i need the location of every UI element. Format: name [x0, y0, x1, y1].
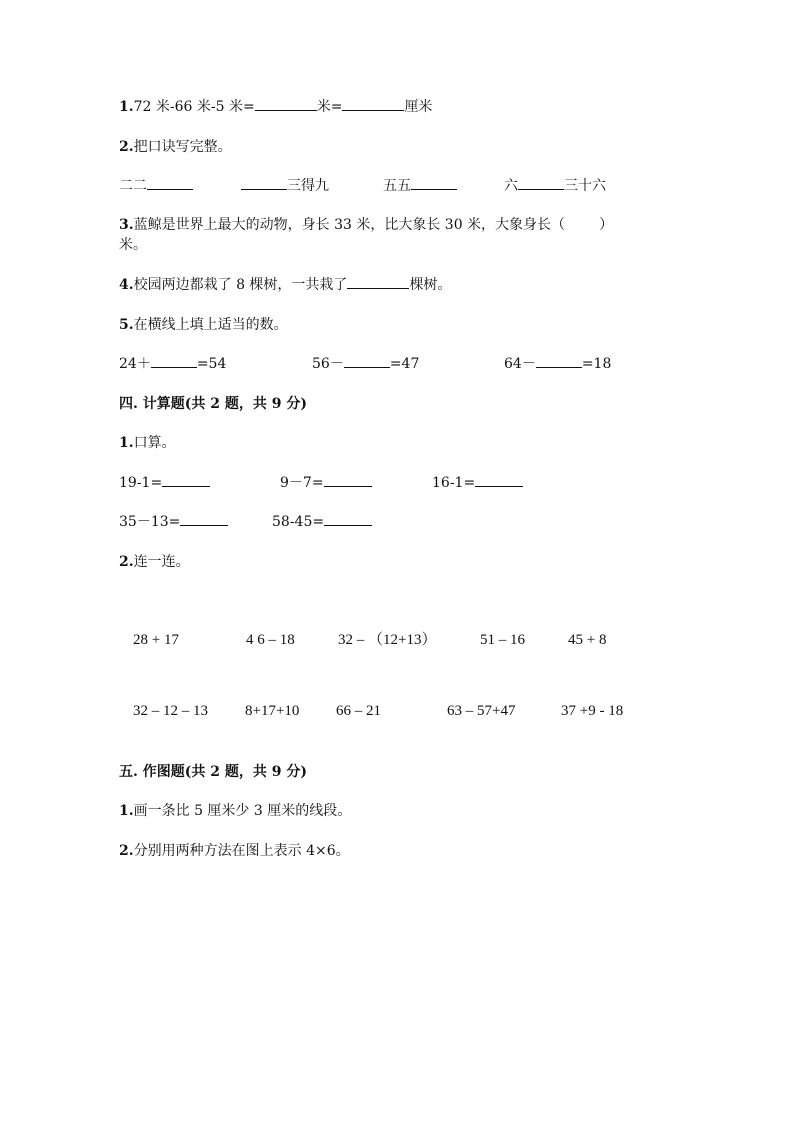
times-table-item: [241, 177, 329, 195]
times-table-item: [119, 177, 193, 195]
item-text: 三得九: [287, 178, 329, 194]
expr-text: 35－13=: [119, 514, 181, 530]
item-text: 三十六: [564, 178, 606, 194]
match-expression-bottom[interactable]: 63 – 57+47: [447, 703, 516, 719]
item-text: 六: [504, 178, 518, 194]
question-number: 2.: [119, 843, 134, 859]
question-3-3: [119, 216, 613, 234]
mental-math-item: [119, 474, 210, 492]
question-3-4: [119, 276, 451, 294]
question-text: 棵树。: [409, 277, 452, 293]
answer-blank[interactable]: [324, 474, 372, 487]
mental-math-item: [272, 513, 372, 531]
question-3-5: [119, 316, 288, 334]
answer-blank[interactable]: [344, 355, 390, 368]
unit-text: 米=: [316, 99, 343, 115]
unit-text: 厘米: [404, 99, 433, 115]
question-text: 把口诀写完整。: [133, 139, 232, 155]
answer-blank[interactable]: [324, 513, 372, 526]
answer-blank[interactable]: [241, 177, 287, 190]
match-expression-top[interactable]: 28 + 17: [133, 632, 179, 648]
mental-math-item: [119, 513, 228, 531]
question-4-2: [119, 553, 190, 571]
answer-blank[interactable]: [151, 355, 197, 368]
question-number: 1.: [119, 803, 134, 819]
item-text: 五五: [383, 178, 411, 194]
section-title-drawing: 五. 作图题(共 2 题，共 9 分): [119, 764, 307, 780]
match-expression-top[interactable]: 32 – （12+13）: [338, 632, 437, 648]
expr-text: 64－: [504, 356, 536, 372]
question-number: 4.: [119, 277, 134, 293]
question-number: 2.: [119, 139, 134, 155]
item-text: 二二: [119, 178, 147, 194]
question-text: 口算。: [133, 435, 176, 451]
answer-blank[interactable]: [147, 177, 193, 190]
expr-text: =47: [389, 356, 420, 372]
match-expression-bottom[interactable]: 37 +9 - 18: [561, 703, 624, 719]
answer-blank[interactable]: [536, 355, 582, 368]
fill-number-item: [504, 355, 611, 373]
expr-text: 16-1=: [432, 475, 476, 491]
answer-blank[interactable]: [347, 276, 409, 289]
question-text: 校园两边都栽了 8 棵树，一共栽了: [133, 277, 348, 293]
answer-blank[interactable]: [180, 513, 228, 526]
fill-number-item: [312, 355, 419, 373]
answer-blank[interactable]: [162, 474, 210, 487]
question-3-1: [119, 98, 432, 116]
times-table-item: [504, 177, 606, 195]
answer-blank[interactable]: [342, 98, 404, 111]
paren-close: ）: [599, 217, 614, 233]
answer-blank[interactable]: [411, 177, 457, 190]
expr-text: 56－: [312, 356, 344, 372]
answer-blank[interactable]: [518, 177, 564, 190]
question-text: 在横线上填上适当的数。: [133, 317, 288, 333]
question-3-3-tail: 米。: [119, 237, 147, 253]
question-number: 1.: [119, 435, 134, 451]
expr-text: =54: [196, 356, 227, 372]
match-expression-top[interactable]: 51 – 16: [480, 632, 525, 648]
expr-text: =18: [581, 356, 612, 372]
match-expression-bottom[interactable]: 8+17+10: [245, 703, 300, 719]
answer-blank[interactable]: [255, 98, 317, 111]
fill-number-item: [119, 355, 226, 373]
expr-text: 19-1=: [119, 475, 163, 491]
match-expression-top[interactable]: 4 6 – 18: [246, 632, 295, 648]
question-text: 分别用两种方法在图上表示 4×6。: [133, 843, 350, 859]
match-expression-bottom[interactable]: 32 – 12 – 13: [133, 703, 208, 719]
question-3-2: [119, 138, 232, 156]
question-5-1: [119, 802, 351, 820]
expr-text: 58-45=: [272, 514, 325, 530]
question-4-1: [119, 434, 176, 452]
times-table-item: [383, 177, 457, 195]
question-text: 连一连。: [133, 554, 190, 570]
question-number: 3.: [119, 217, 134, 233]
question-text: 72 米-66 米-5 米=: [133, 99, 255, 115]
match-expression-bottom[interactable]: 66 – 21: [336, 703, 381, 719]
expr-text: 9－7=: [280, 475, 324, 491]
question-5-2: [119, 842, 350, 860]
answer-blank[interactable]: [475, 474, 523, 487]
question-number: 1.: [119, 99, 134, 115]
section-title-calculation: 四. 计算题(共 2 题，共 9 分): [119, 396, 307, 412]
question-text: 画一条比 5 厘米少 3 厘米的线段。: [133, 803, 352, 819]
question-number: 5.: [119, 317, 134, 333]
mental-math-item: [432, 474, 523, 492]
expr-text: 24＋: [119, 356, 151, 372]
question-text: 蓝鲸是世界上最大的动物，身长 33 米，比大象长 30 米，大象身长（: [133, 217, 566, 233]
match-expression-top[interactable]: 45 + 8: [568, 632, 607, 648]
question-number: 2.: [119, 554, 134, 570]
mental-math-item: [280, 474, 372, 492]
